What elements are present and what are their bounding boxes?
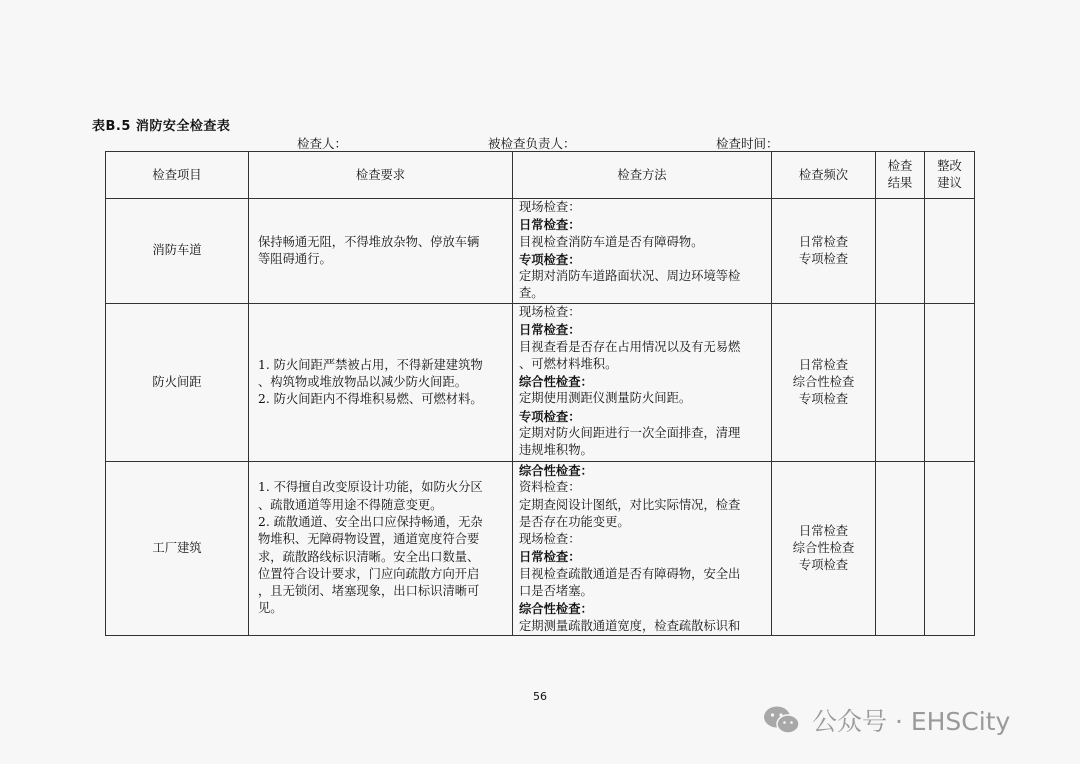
- suggestion-cell: [925, 199, 975, 304]
- suggestion-cell: [925, 462, 975, 636]
- inspector-label: 检查人：: [297, 136, 348, 151]
- method-line: 综合性检查：: [519, 374, 593, 390]
- watermark-text: 公众号 · EHSCity: [812, 707, 1011, 736]
- inspection-time-label: 检查时间：: [716, 136, 779, 151]
- requirement-line: 、疏散通道等用途不得随意变更。: [258, 497, 443, 512]
- method-line: 日常检查：: [519, 549, 581, 565]
- frequency-line: 综合性检查: [792, 374, 855, 389]
- header-method: 检查方法: [513, 152, 772, 199]
- method-line: 综合性检查：: [519, 601, 593, 617]
- method-line: 综合性检查：: [519, 463, 593, 478]
- result-cell: [876, 462, 925, 636]
- method-line: 定期测量疏散通道宽度，检查疏散标识和: [519, 618, 741, 633]
- requirement-line: 保持畅通无阻，不得堆放杂物、停放车辆: [258, 234, 480, 249]
- frequency-line: 专项检查: [798, 392, 849, 407]
- frequency-line: 专项检查: [798, 558, 849, 573]
- table-row: [106, 462, 975, 636]
- requirement-line: 1. 不得擅自改变原设计功能，如防火分区: [258, 480, 483, 495]
- header-suggestion-line: 整改: [937, 159, 962, 173]
- method-line: 日常检查：: [519, 217, 581, 233]
- method-cell: [513, 199, 772, 304]
- requirement-line: ，且无锁闭、堵塞现象，出口标识清晰可: [258, 584, 480, 599]
- table-title: 表B.5 消防安全检查表: [92, 119, 231, 134]
- method-line: 目视检查消防车道是否有障碍物。: [519, 234, 704, 249]
- method-line: 定期查阅设计图纸，对比实际情况，检查: [519, 497, 741, 512]
- check-item-cell: 工厂建筑: [106, 462, 249, 636]
- frequency-cell: [772, 304, 876, 462]
- requirement-line: 位置符合设计要求，门应向疏散方向开启: [258, 566, 480, 581]
- header-result: [876, 152, 925, 199]
- table-row: [106, 199, 975, 304]
- method-line: 现场检查：: [519, 532, 581, 547]
- frequency-cell: [772, 199, 876, 304]
- frequency-cell: [772, 462, 876, 636]
- method-line: 查。: [519, 286, 544, 301]
- requirement-cell: [249, 199, 513, 304]
- inspection-table: [105, 151, 975, 636]
- header-item: 检查项目: [106, 152, 249, 199]
- method-line: 目视检查疏散通道是否有障碍物，安全出: [519, 566, 741, 581]
- requirement-cell: [249, 304, 513, 462]
- method-line: 专项检查：: [519, 251, 581, 267]
- header-requirement: 检查要求: [249, 152, 513, 199]
- result-cell: [876, 199, 925, 304]
- requirement-line: 求，疏散路线标识清晰。安全出口数量、: [258, 549, 480, 564]
- watermark: [762, 702, 1010, 738]
- method-line: 专项检查：: [519, 408, 581, 424]
- method-line: 定期对防火间距进行一次全面排查，清理: [519, 426, 741, 441]
- method-line: 定期对消防车道路面状况、周边环境等检: [519, 269, 741, 284]
- table-header-row: [106, 152, 975, 199]
- check-item-cell: 消防车道: [106, 199, 249, 304]
- wechat-icon: [762, 704, 802, 736]
- method-line: 现场检查：: [519, 305, 581, 319]
- frequency-line: 日常检查: [798, 523, 849, 538]
- requirement-cell: [249, 462, 513, 636]
- requirement-line: 物堆积、无障碍物设置，通道宽度符合要: [258, 532, 480, 547]
- header-suggestion: [925, 152, 975, 199]
- requirement-line: 、构筑物或堆放物品以减少防火间距。: [258, 374, 468, 389]
- method-line: 口是否堵塞。: [519, 584, 593, 599]
- frequency-line: 日常检查: [798, 234, 849, 249]
- requirement-line: 2. 防火间距内不得堆积易燃、可燃材料。: [258, 392, 483, 407]
- method-line: 资料检查：: [519, 480, 581, 495]
- table-row: [106, 304, 975, 462]
- header-result-line: 结果: [887, 176, 913, 190]
- header-result-line: 检查: [887, 159, 913, 173]
- method-line: 是否存在功能变更。: [519, 514, 630, 529]
- page-number: 56: [533, 690, 547, 703]
- requirement-line: 等阻碍通行。: [258, 252, 332, 266]
- frequency-line: 综合性检查: [792, 540, 855, 555]
- method-cell: [513, 304, 772, 462]
- frequency-line: 日常检查: [798, 357, 849, 372]
- requirement-line: 1. 防火间距严禁被占用，不得新建建筑物: [258, 357, 483, 372]
- method-cell: [513, 462, 772, 636]
- responsible-label: 被检查负责人：: [488, 136, 576, 151]
- header-suggestion-line: 建议: [937, 176, 962, 190]
- method-line: 、可燃材料堆积。: [519, 356, 618, 371]
- frequency-line: 专项检查: [798, 252, 849, 266]
- method-line: 现场检查：: [519, 200, 581, 214]
- method-line: 日常检查：: [519, 322, 581, 338]
- method-line: 目视查看是否存在占用情况以及有无易燃: [519, 339, 741, 354]
- method-line: 定期使用测距仪测量防火间距。: [519, 391, 692, 406]
- method-line: 违规堆积物。: [519, 443, 593, 458]
- header-frequency: 检查频次: [772, 152, 876, 199]
- check-item-cell: 防火间距: [106, 304, 249, 462]
- suggestion-cell: [925, 304, 975, 462]
- requirement-line: 见。: [258, 601, 283, 616]
- requirement-line: 2. 疏散通道、安全出口应保持畅通，无杂: [258, 514, 483, 529]
- result-cell: [876, 304, 925, 462]
